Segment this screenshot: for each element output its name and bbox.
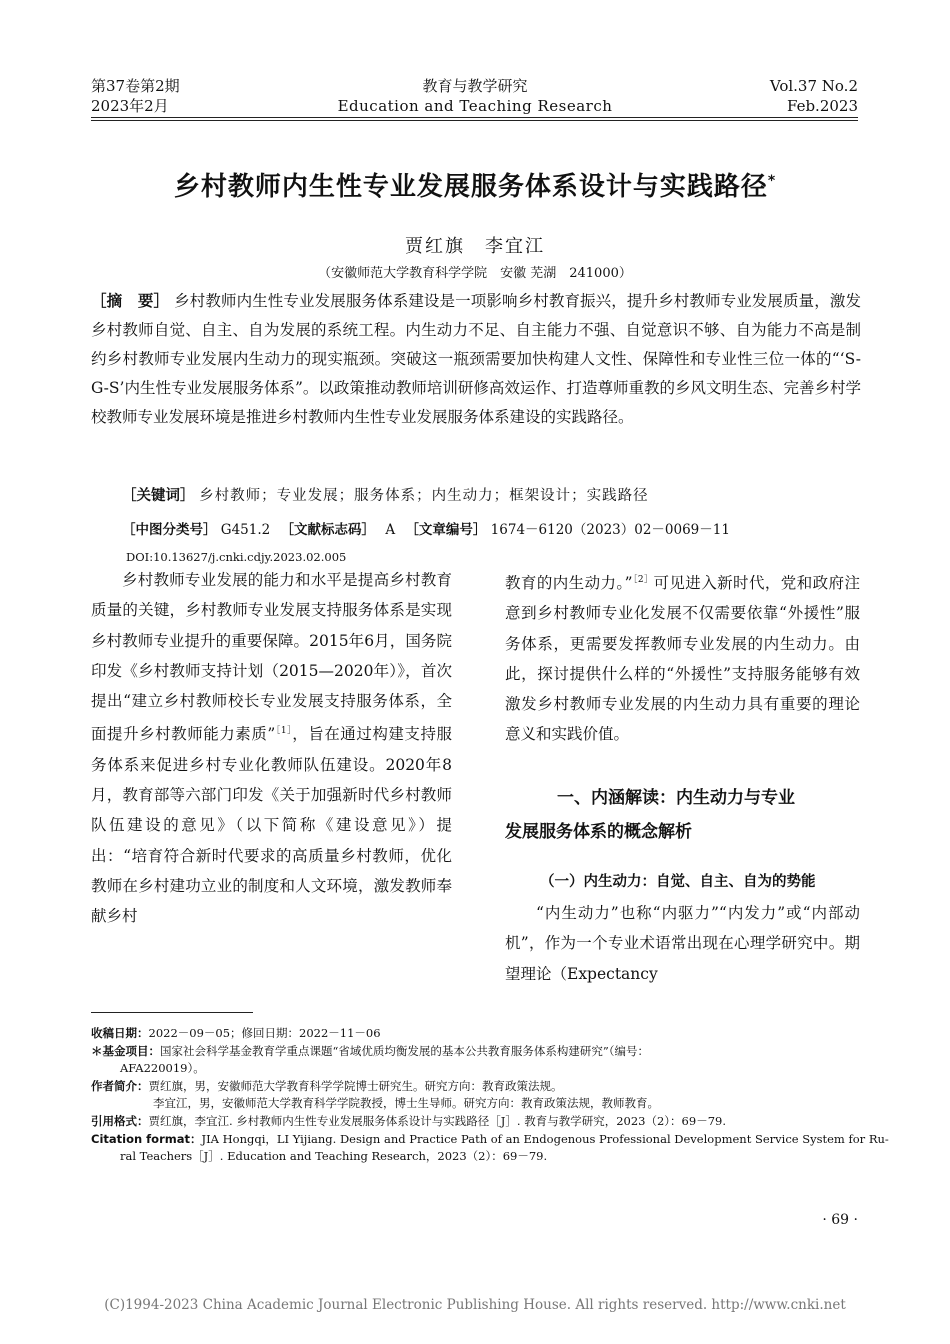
body-text: ，旨在通过构建支持服务体系来促进乡村专业化教师队伍建设。2020年8月，教育部等六部门印发《关于加强新时代乡村教师队伍建设的意见》（以下简称《建设意见》）提出：“培育符合新时代要求的高质量乡村教师，优化教师在乡村建功立业的制度和人文环境，激发教师奉献乡村	[91, 725, 452, 926]
body-paragraph	[91, 565, 452, 932]
issue-volume: 第37卷第2期	[91, 77, 180, 95]
title-footnote-mark: *	[767, 173, 777, 189]
body-right-column	[505, 565, 860, 750]
header-rule	[91, 117, 858, 118]
abstract	[91, 287, 861, 432]
body-paragraph	[505, 565, 860, 750]
date-en: Feb.2023	[786, 97, 858, 115]
page-number: · 69 ·	[822, 1212, 858, 1228]
article-id-value: 1674－6120（2023）02－0069－11	[490, 522, 730, 538]
journal-name-en: Education and Teaching Research	[337, 97, 613, 115]
copyright-notice: (C)1994-2023 China Academic Journal Electronic Publishing House. All rights reserved. http://www.cnki.net	[104, 1297, 846, 1313]
body-text: 乡村教师专业发展的能力和水平是提高乡村教育质量的关键，乡村教师专业发展支持服务体系是实现乡村教师专业提升的重要保障。2015年6月，国务院印发《乡村教师支持计划（2015—2020年）》，首次提出“建立乡村教师校长专业发展支持服务体系，全面提升乡村教师能力素质”	[91, 571, 452, 744]
fund-note-cont: AFA220019）。	[120, 1061, 205, 1076]
subsection-heading: （一）内生动力：自觉、自主、自为的势能	[540, 874, 816, 890]
cite-format-zh: 引用格式：贾红旗，李宜江. 乡村教师内生性专业发展服务体系设计与实践路径［J］. 教育与教学研究，2023（2）：69－79.	[91, 1113, 726, 1128]
body-paragraph: “内生动力”也称“内驱力”“内发力”或“内部动机”，作为一个专业术语常出现在心理学研究中。期望理论（Expectancy	[505, 904, 860, 983]
abstract-label: ［摘 要］	[91, 292, 170, 310]
keywords-text: 乡村教师；专业发展；服务体系；内生动力；框架设计；实践路径	[199, 488, 649, 504]
title-text: 乡村教师内生性专业发展服务体系设计与实践路径	[173, 172, 768, 202]
clc-label: ［中图分类号］	[122, 522, 217, 538]
header-rule-2	[91, 120, 858, 121]
section-heading-line: 发展服务体系的概念解析	[505, 822, 692, 842]
body-right-column-2	[505, 898, 860, 989]
cite-format-en-cont: ral Teachers［J］. Education and Teaching Research，2023（2）：69－79.	[120, 1149, 548, 1164]
authors: 贾红旗 李宜江	[405, 236, 545, 257]
author-bio-2: 李宜江，男，安徽师范大学教育科学学院教授，博士生导师。研究方向：教育政策法规，教师教育。	[153, 1096, 659, 1111]
keywords-label: ［关键词］	[122, 488, 195, 504]
section-heading	[505, 781, 860, 849]
classification	[122, 520, 730, 540]
clc-value: G451.2	[220, 522, 271, 538]
body-left-column	[91, 565, 452, 932]
citation-ref: ［2］	[632, 575, 654, 585]
journal-issue-en	[770, 76, 858, 116]
abstract-text: 乡村教师内生性专业发展服务体系建设是一项影响乡村教育振兴，提升乡村教师专业发展质量，激发乡村教师自觉、自主、自为发展的系统工程。内生动力不足、自主能力不强、自觉意识不够、自为能力不高是制约乡村教师专业发展内生动力的现实瓶颈。突破这一瓶颈需要加快构建人文性、保障性和专业性三位一体的“‘S-G-S’内生性专业发展服务体系”。以政策推动教师培训研修高效运作、打造尊师重教的乡风文明生态、完善乡村学校教师专业发展环境是推进乡村教师内生性专业发展服务体系建设的实践路径。	[91, 292, 861, 426]
doi: DOI:10.13627/j.cnki.cdjy.2023.02.005	[126, 550, 347, 564]
doc-code-label: ［文献标志码］	[280, 522, 376, 538]
citation-ref: ［1］	[275, 726, 293, 737]
affiliation: （安徽师范大学教育科学学院 安徽 芜湖 241000）	[318, 266, 632, 281]
doc-code-value: A	[385, 522, 396, 538]
fund-note: ＊基金项目：国家社会科学基金教育学重点课题“省域优质均衡发展的基本公共教育服务体系构建研究”（编号：	[91, 1043, 650, 1058]
cite-format-en: Citation format：JIA Hongqi，LI Yijiang. Design and Practice Path of an Endogenous Professional Development Service System for Ru-	[91, 1131, 889, 1146]
author-bio: 作者简介：贾红旗，男，安徽师范大学教育科学学院博士研究生。研究方向：教育政策法规。	[91, 1078, 563, 1093]
keywords	[122, 486, 649, 506]
journal-name-zh: 教育与教学研究	[422, 77, 528, 95]
article-id-label: ［文章编号］	[405, 522, 487, 538]
body-text: 可见进入新时代，党和政府注意到乡村教师专业化发展不仅需要依靠“外援性”服务体系，更需要发挥教师专业发展的内生动力。由此，探讨提供什么样的“外援性”支持服务能够有效激发乡村教师专业发展的内生动力具有重要的理论意义和实践价值。	[505, 574, 860, 744]
section-heading-line: 一、内涵解读：内生动力与专业	[557, 788, 795, 808]
body-text: 教育的内生动力。”	[505, 574, 633, 592]
article-title	[0, 166, 950, 203]
footnotes	[91, 1025, 889, 1166]
issue-date: 2023年2月	[91, 97, 169, 115]
footnote-rule	[91, 1012, 253, 1013]
received-date: 收稿日期：2022－09－05；修回日期：2022－11－06	[91, 1026, 381, 1040]
volume-en: Vol.37 No.2	[769, 77, 858, 95]
